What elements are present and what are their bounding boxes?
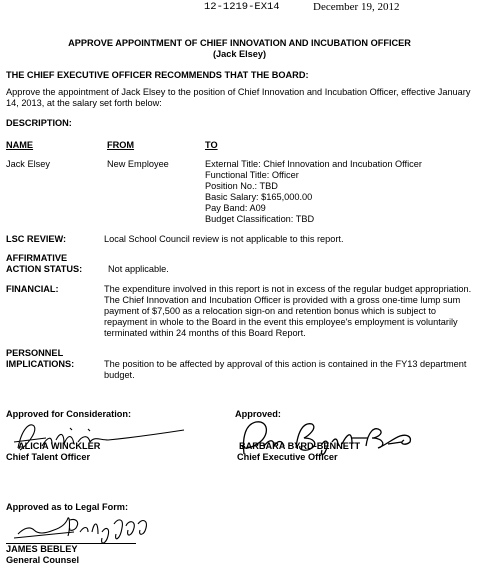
approver-title-bebley: General Counsel <box>6 555 80 565</box>
approver-title-winckler: Chief Talent Officer <box>6 452 91 462</box>
description-heading: DESCRIPTION: <box>6 118 72 128</box>
to-budget-classification: Budget Classification: TBD <box>205 214 315 224</box>
personnel-label-1: PERSONNEL <box>6 348 64 358</box>
approved-consideration-label: Approved for Consideration: <box>6 409 132 419</box>
approved-legal-label: Approved as to Legal Form: <box>6 502 129 512</box>
page-subtitle: (Jack Elsey) <box>212 49 267 59</box>
employee-name: Jack Elsey <box>6 159 50 169</box>
financial-line-1: The expenditure involved in this report is not in excess of the regular budget appropriation. <box>104 284 472 294</box>
affirmative-action-label-2: ACTION STATUS: <box>6 264 83 274</box>
column-header-to: TO <box>205 140 218 150</box>
recommendation-text-line-1: Approve the appointment of Jack Elsey to the position of Chief Innovation and Incubation Officer, effective January <box>6 87 471 97</box>
lsc-review-text: Local School Council review is not applicable to this report. <box>104 234 344 244</box>
personnel-label-2: IMPLICATIONS: <box>6 359 75 369</box>
to-external-title: External Title: Chief Innovation and Incubation Officer <box>205 159 422 169</box>
page-title: APPROVE APPOINTMENT OF CHIEF INNOVATION AND INCUBATION OFFICER <box>68 38 411 48</box>
financial-line-5: terminated within 24 months of this Board Report. <box>104 328 306 338</box>
financial-line-2: The Chief Innovation and Incubation Officer is provided with a gross one-time lump sum <box>104 295 461 305</box>
to-functional-title: Functional Title: Officer <box>205 170 299 180</box>
financial-label: FINANCIAL: <box>6 284 59 294</box>
approver-title-byrd-bennett: Chief Executive Officer <box>237 452 338 462</box>
affirmative-action-text: Not applicable. <box>108 264 169 274</box>
approver-name-winckler: ALICIA WINCKLER <box>18 441 101 451</box>
recommendation-heading: THE CHIEF EXECUTIVE OFFICER RECOMMENDS THAT THE BOARD: <box>6 70 309 80</box>
column-header-name: NAME <box>6 140 34 150</box>
to-position-number: Position No.: TBD <box>205 181 278 191</box>
approver-name-bebley: JAMES BEBLEY <box>6 544 78 554</box>
personnel-line-2: budget. <box>104 370 135 380</box>
recommendation-text-line-2: 14, 2013, at the salary set forth below: <box>6 98 162 108</box>
column-header-from: FROM <box>107 140 135 150</box>
financial-line-4: repayment in whole to the Board in the event this employee's employment is voluntarily <box>104 317 458 327</box>
lsc-review-label: LSC REVIEW: <box>6 234 67 244</box>
to-pay-band: Pay Band: A09 <box>205 203 266 213</box>
document-number: 12-1219-EX14 <box>204 1 280 13</box>
personnel-line-1: The position to be affected by approval of this action is contained in the FY13 department <box>104 359 467 369</box>
to-basic-salary: Basic Salary: $165,000.00 <box>205 192 313 202</box>
approved-label: Approved: <box>235 409 281 419</box>
financial-line-3: payment of $7,500 as a relocation sign-on and retention bonus which is subject to <box>104 306 436 316</box>
employee-from: New Employee <box>107 159 169 169</box>
approver-name-byrd-bennett: BARBARA BYRD-BENNETT <box>239 441 361 451</box>
affirmative-action-label-1: AFFIRMATIVE <box>6 253 68 263</box>
document-date: December 19, 2012 <box>313 1 400 13</box>
